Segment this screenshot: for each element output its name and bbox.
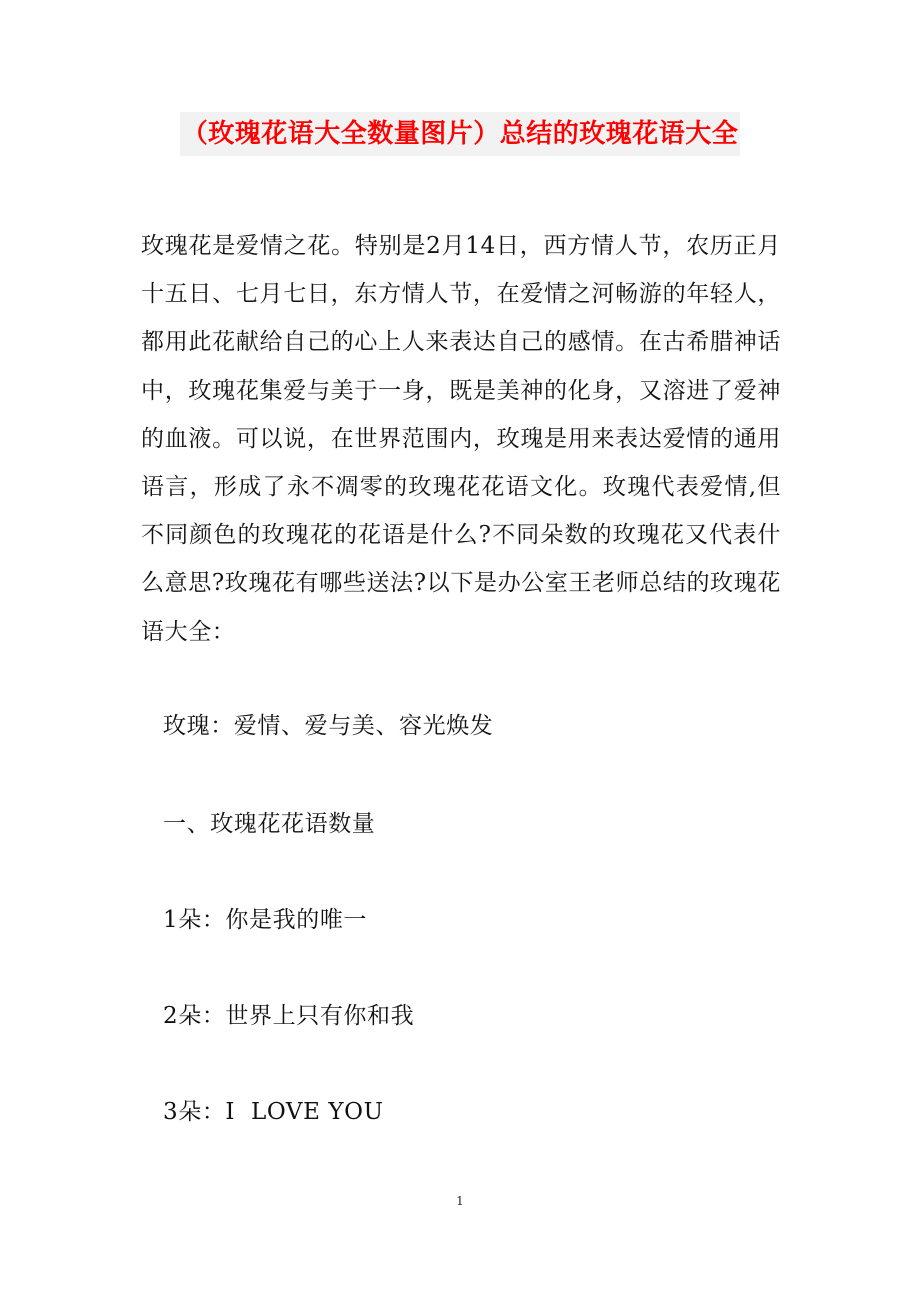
document-title-text: （玫瑰花语大全数量图片）总结的玫瑰花语大全 [180, 112, 741, 156]
document-title [0, 112, 920, 156]
page-number: 1 [456, 1194, 464, 1208]
section-heading: 一、玫瑰花花语数量 [163, 811, 376, 837]
list-item: 1朵：你是我的唯一 [163, 907, 368, 933]
rose-meaning: 玫瑰：爱情、爱与美、容光焕发 [163, 713, 494, 739]
intro-paragraph: 玫瑰花是爱情之花。特别是2月14日，西方情人节，农历正月十五日、七月七日，东方情人节，在爱情之河畅游的年轻人，都用此花献给自己的心上人来表达自己的感情。在古希腊神话中，玫瑰花集爱与美于一身，既是美神的化身，又溶进了爱神的血液。可以说，在世界范围内，玫瑰是用来表达爱情的通用语言，形成了永不凋零的玫瑰花花语文化。玫瑰代表爱情,但不同颜色的玫瑰花的花语是什么?不同朵数的玫瑰花又代表什么意思?玫瑰花有哪些送法?以下是办公室王老师总结的玫瑰花语大全： [141, 233, 781, 645]
list-item: 2朵：世界上只有你和我 [163, 1003, 415, 1029]
list-item: 3朵：I LOVE YOU [163, 1099, 384, 1125]
